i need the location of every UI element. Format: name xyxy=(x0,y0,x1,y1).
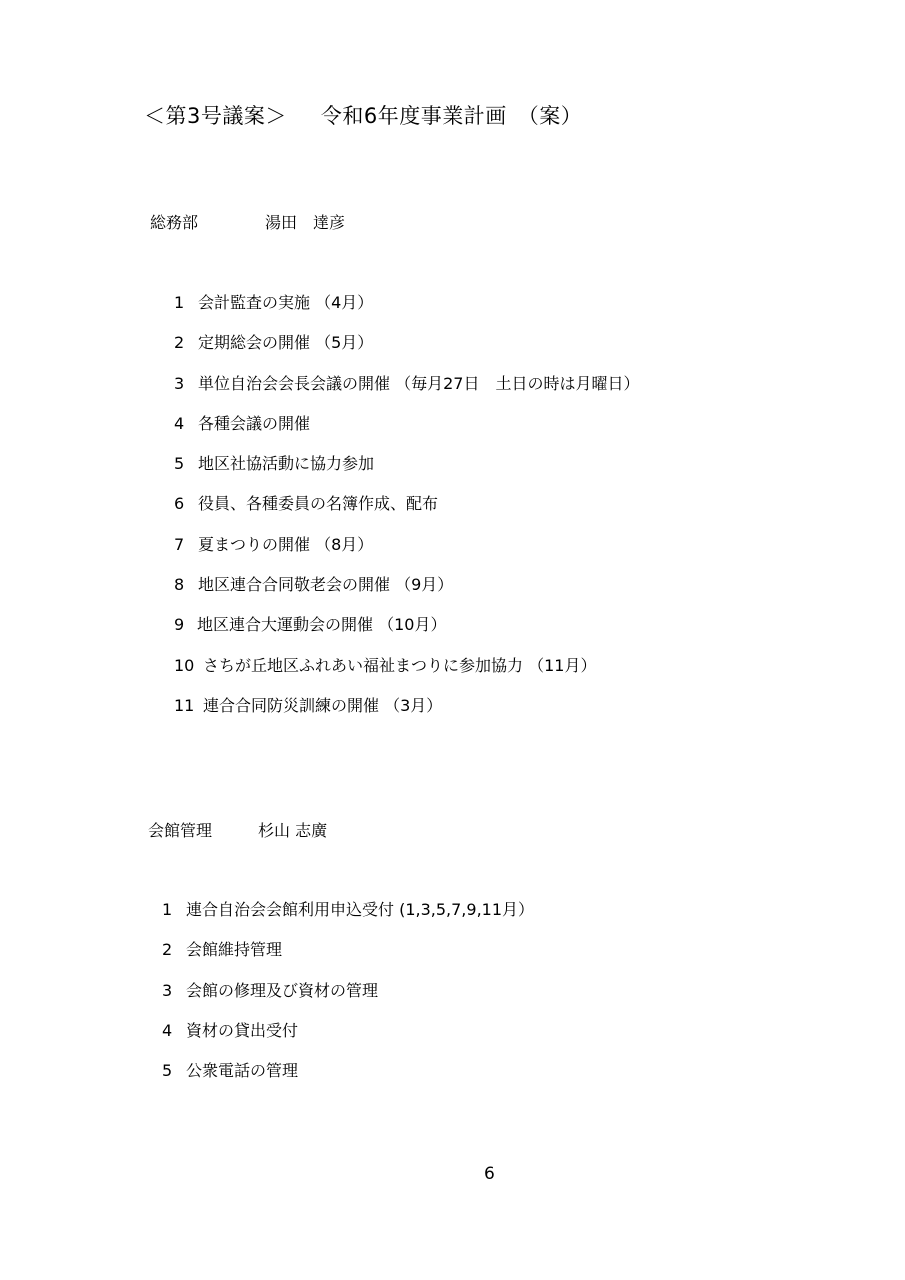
page-title xyxy=(144,100,582,130)
item-number: 7 xyxy=(174,534,185,554)
item-number: 3 xyxy=(162,980,173,1000)
list-item xyxy=(174,572,639,612)
list-item xyxy=(162,1018,534,1058)
page-number: 6 xyxy=(484,1164,495,1184)
item-number: 2 xyxy=(174,333,185,353)
item-text: 会館維持管理 xyxy=(186,940,283,960)
item-text: 単位自治会会長会議の開催 （毎月27日 土日の時は月曜日） xyxy=(198,373,640,393)
section-heading-hall-management xyxy=(148,818,328,841)
department-name: 総務部 xyxy=(150,213,199,232)
item-number: 10 xyxy=(174,655,195,675)
list-item xyxy=(174,491,639,531)
list-item xyxy=(174,290,639,330)
item-text: 連合合同防災訓練の開催 （3月） xyxy=(203,695,443,715)
list-item xyxy=(174,612,639,652)
item-number: 2 xyxy=(162,940,173,960)
person-name: 杉山 志廣 xyxy=(258,821,328,840)
list-item xyxy=(174,532,639,572)
section-heading-general-affairs xyxy=(150,210,346,233)
item-text: 役員、各種委員の名簿作成、配布 xyxy=(198,494,439,514)
list-item xyxy=(174,451,639,491)
item-text: 公衆電話の管理 xyxy=(186,1061,299,1081)
list-item xyxy=(174,411,639,451)
item-text: 各種会議の開催 xyxy=(198,413,311,433)
list-item xyxy=(162,1058,534,1098)
list-item xyxy=(162,978,534,1018)
item-text: 会館の修理及び資材の管理 xyxy=(186,980,379,1000)
hall-management-plan-list xyxy=(162,897,534,1098)
item-number: 4 xyxy=(162,1020,173,1040)
item-text: 定期総会の開催 （5月） xyxy=(198,333,374,353)
plan-title: 令和6年度事業計画 （案） xyxy=(320,104,583,128)
agenda-number: ＜第3号議案＞ xyxy=(144,104,287,128)
item-text: 連合自治会会館利用申込受付 (1,3,5,7,9,11月） xyxy=(186,900,535,919)
item-number: 1 xyxy=(162,900,173,919)
person-name: 湯田 達彦 xyxy=(265,213,346,232)
item-text: 資材の貸出受付 xyxy=(186,1020,299,1040)
item-number: 5 xyxy=(162,1061,173,1081)
list-item xyxy=(174,330,639,370)
item-text: 地区連合大運動会の開催 （10月） xyxy=(197,615,447,635)
item-number: 1 xyxy=(174,293,185,312)
list-item xyxy=(174,653,639,693)
list-item xyxy=(162,937,534,977)
department-name: 会館管理 xyxy=(148,821,213,840)
item-number: 5 xyxy=(174,454,185,474)
item-number: 3 xyxy=(174,373,185,393)
item-text: さちが丘地区ふれあい福祉まつりに参加協力 （11月） xyxy=(203,655,597,675)
item-number: 4 xyxy=(174,413,185,433)
item-number: 9 xyxy=(174,615,185,635)
item-number: 11 xyxy=(174,695,195,715)
item-text: 夏まつりの開催 （8月） xyxy=(198,534,374,554)
item-number: 8 xyxy=(174,575,185,595)
list-item xyxy=(174,693,639,733)
item-text: 会計監査の実施 （4月） xyxy=(198,293,374,312)
general-affairs-plan-list xyxy=(174,290,639,733)
list-item xyxy=(174,371,639,411)
item-text: 地区連合合同敬老会の開催 （9月） xyxy=(198,575,454,595)
item-text: 地区社協活動に協力参加 xyxy=(198,454,375,474)
list-item xyxy=(162,897,534,937)
item-number: 6 xyxy=(174,494,185,514)
